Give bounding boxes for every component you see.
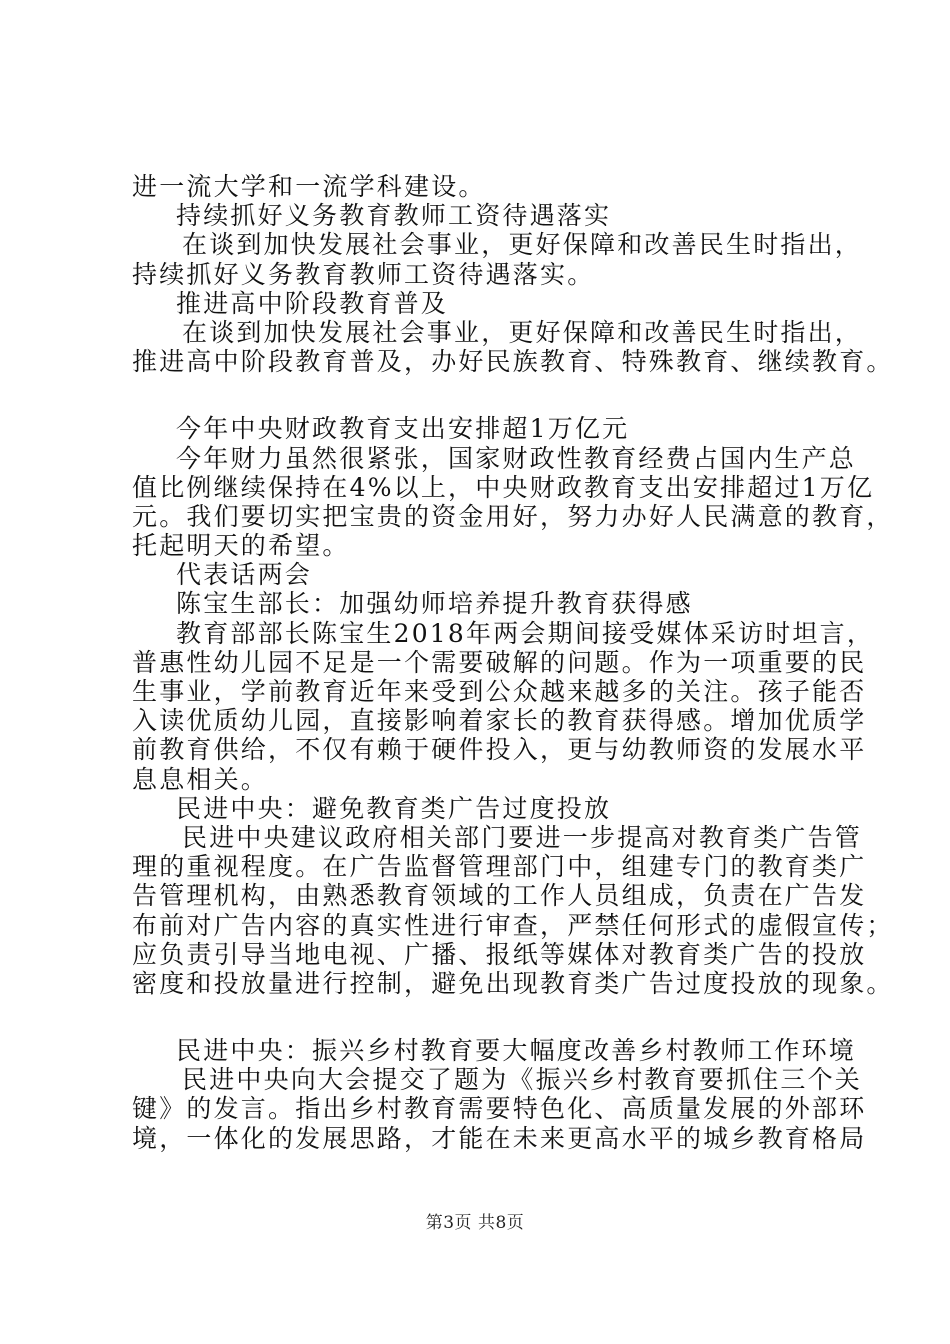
text-line: 布前对广告内容的真实性进行审查，严禁任何形式的虚假宣传； — [132, 910, 894, 940]
paragraph-gap — [132, 376, 832, 414]
section-heading: 陈宝生部长：加强幼师培养提升教育获得感 — [176, 589, 693, 619]
text-line: 应负责引导当地电视、广播、报纸等媒体对教育类广告的投放 — [132, 939, 867, 969]
section-heading: 代表话两会 — [176, 560, 313, 590]
text-line: 托起明天的希望。 — [132, 531, 350, 561]
text-line: 境，一体化的发展思路，才能在未来更高水平的城乡教育格局 — [132, 1123, 867, 1153]
text-line: 息息相关。 — [132, 764, 269, 794]
text-line: 理的重视程度。在广告监督管理部门中，组建专门的教育类广 — [132, 852, 867, 882]
section-heading: 今年中央财政教育支出安排超1万亿元 — [176, 414, 630, 444]
text-line: 持续抓好义务教育教师工资待遇落实。 — [132, 259, 595, 289]
text-line: 值比例继续保持在4%以上，中央财政教育支出安排超过1万亿 — [132, 472, 875, 502]
text-line: 元。我们要切实把宝贵的资金用好，努力办好人民满意的教育， — [132, 501, 894, 531]
text-line: 在谈到加快发展社会事业，更好保障和改善民生时指出， — [182, 230, 863, 260]
text-line: 入读优质幼儿园，直接影响着家长的教育获得感。增加优质学 — [132, 706, 867, 736]
section-heading: 推进高中阶段教育普及 — [176, 288, 449, 318]
paragraph-gap — [132, 998, 832, 1036]
document-body — [132, 172, 894, 1153]
text-line: 民进中央建议政府相关部门要进一步提高对教育类广告管 — [182, 822, 863, 852]
text-line: 进一流大学和一流学科建设。 — [132, 172, 486, 201]
text-line: 今年财力虽然很紧张，国家财政性教育经费占国内生产总 — [176, 443, 857, 473]
text-line: 键》的发言。指出乡村教育需要特色化、高质量发展的外部环 — [132, 1094, 867, 1124]
text-line: 教育部部长陈宝生2018年两会期间接受媒体采访时坦言， — [176, 618, 875, 648]
text-line: 告管理机构，由熟悉教育领域的工作人员组成，负责在广告发 — [132, 881, 867, 911]
text-line: 密度和投放量进行控制，避免出现教育类广告过度投放的现象。 — [132, 968, 894, 998]
page-footer: 第3页 共8页 — [425, 1213, 525, 1233]
text-line: 推进高中阶段教育普及，办好民族教育、特殊教育、继续教育。 — [132, 347, 894, 377]
section-heading: 民进中央：振兴乡村教育要大幅度改善乡村教师工作环境 — [176, 1036, 857, 1066]
section-heading: 民进中央：避免教育类广告过度投放 — [176, 793, 612, 823]
text-line: 普惠性幼儿园不足是一个需要破解的问题。作为一项重要的民 — [132, 647, 867, 677]
text-line: 民进中央向大会提交了题为《振兴乡村教育要抓住三个关 — [182, 1065, 863, 1095]
text-line: 生事业，学前教育近年来受到公众越来越多的关注。孩子能否 — [132, 677, 867, 706]
text-line: 前教育供给，不仅有赖于硬件投入，更与幼教师资的发展水平 — [132, 735, 867, 765]
section-heading: 持续抓好义务教育教师工资待遇落实 — [176, 201, 612, 231]
text-line: 在谈到加快发展社会事业，更好保障和改善民生时指出， — [182, 317, 863, 347]
